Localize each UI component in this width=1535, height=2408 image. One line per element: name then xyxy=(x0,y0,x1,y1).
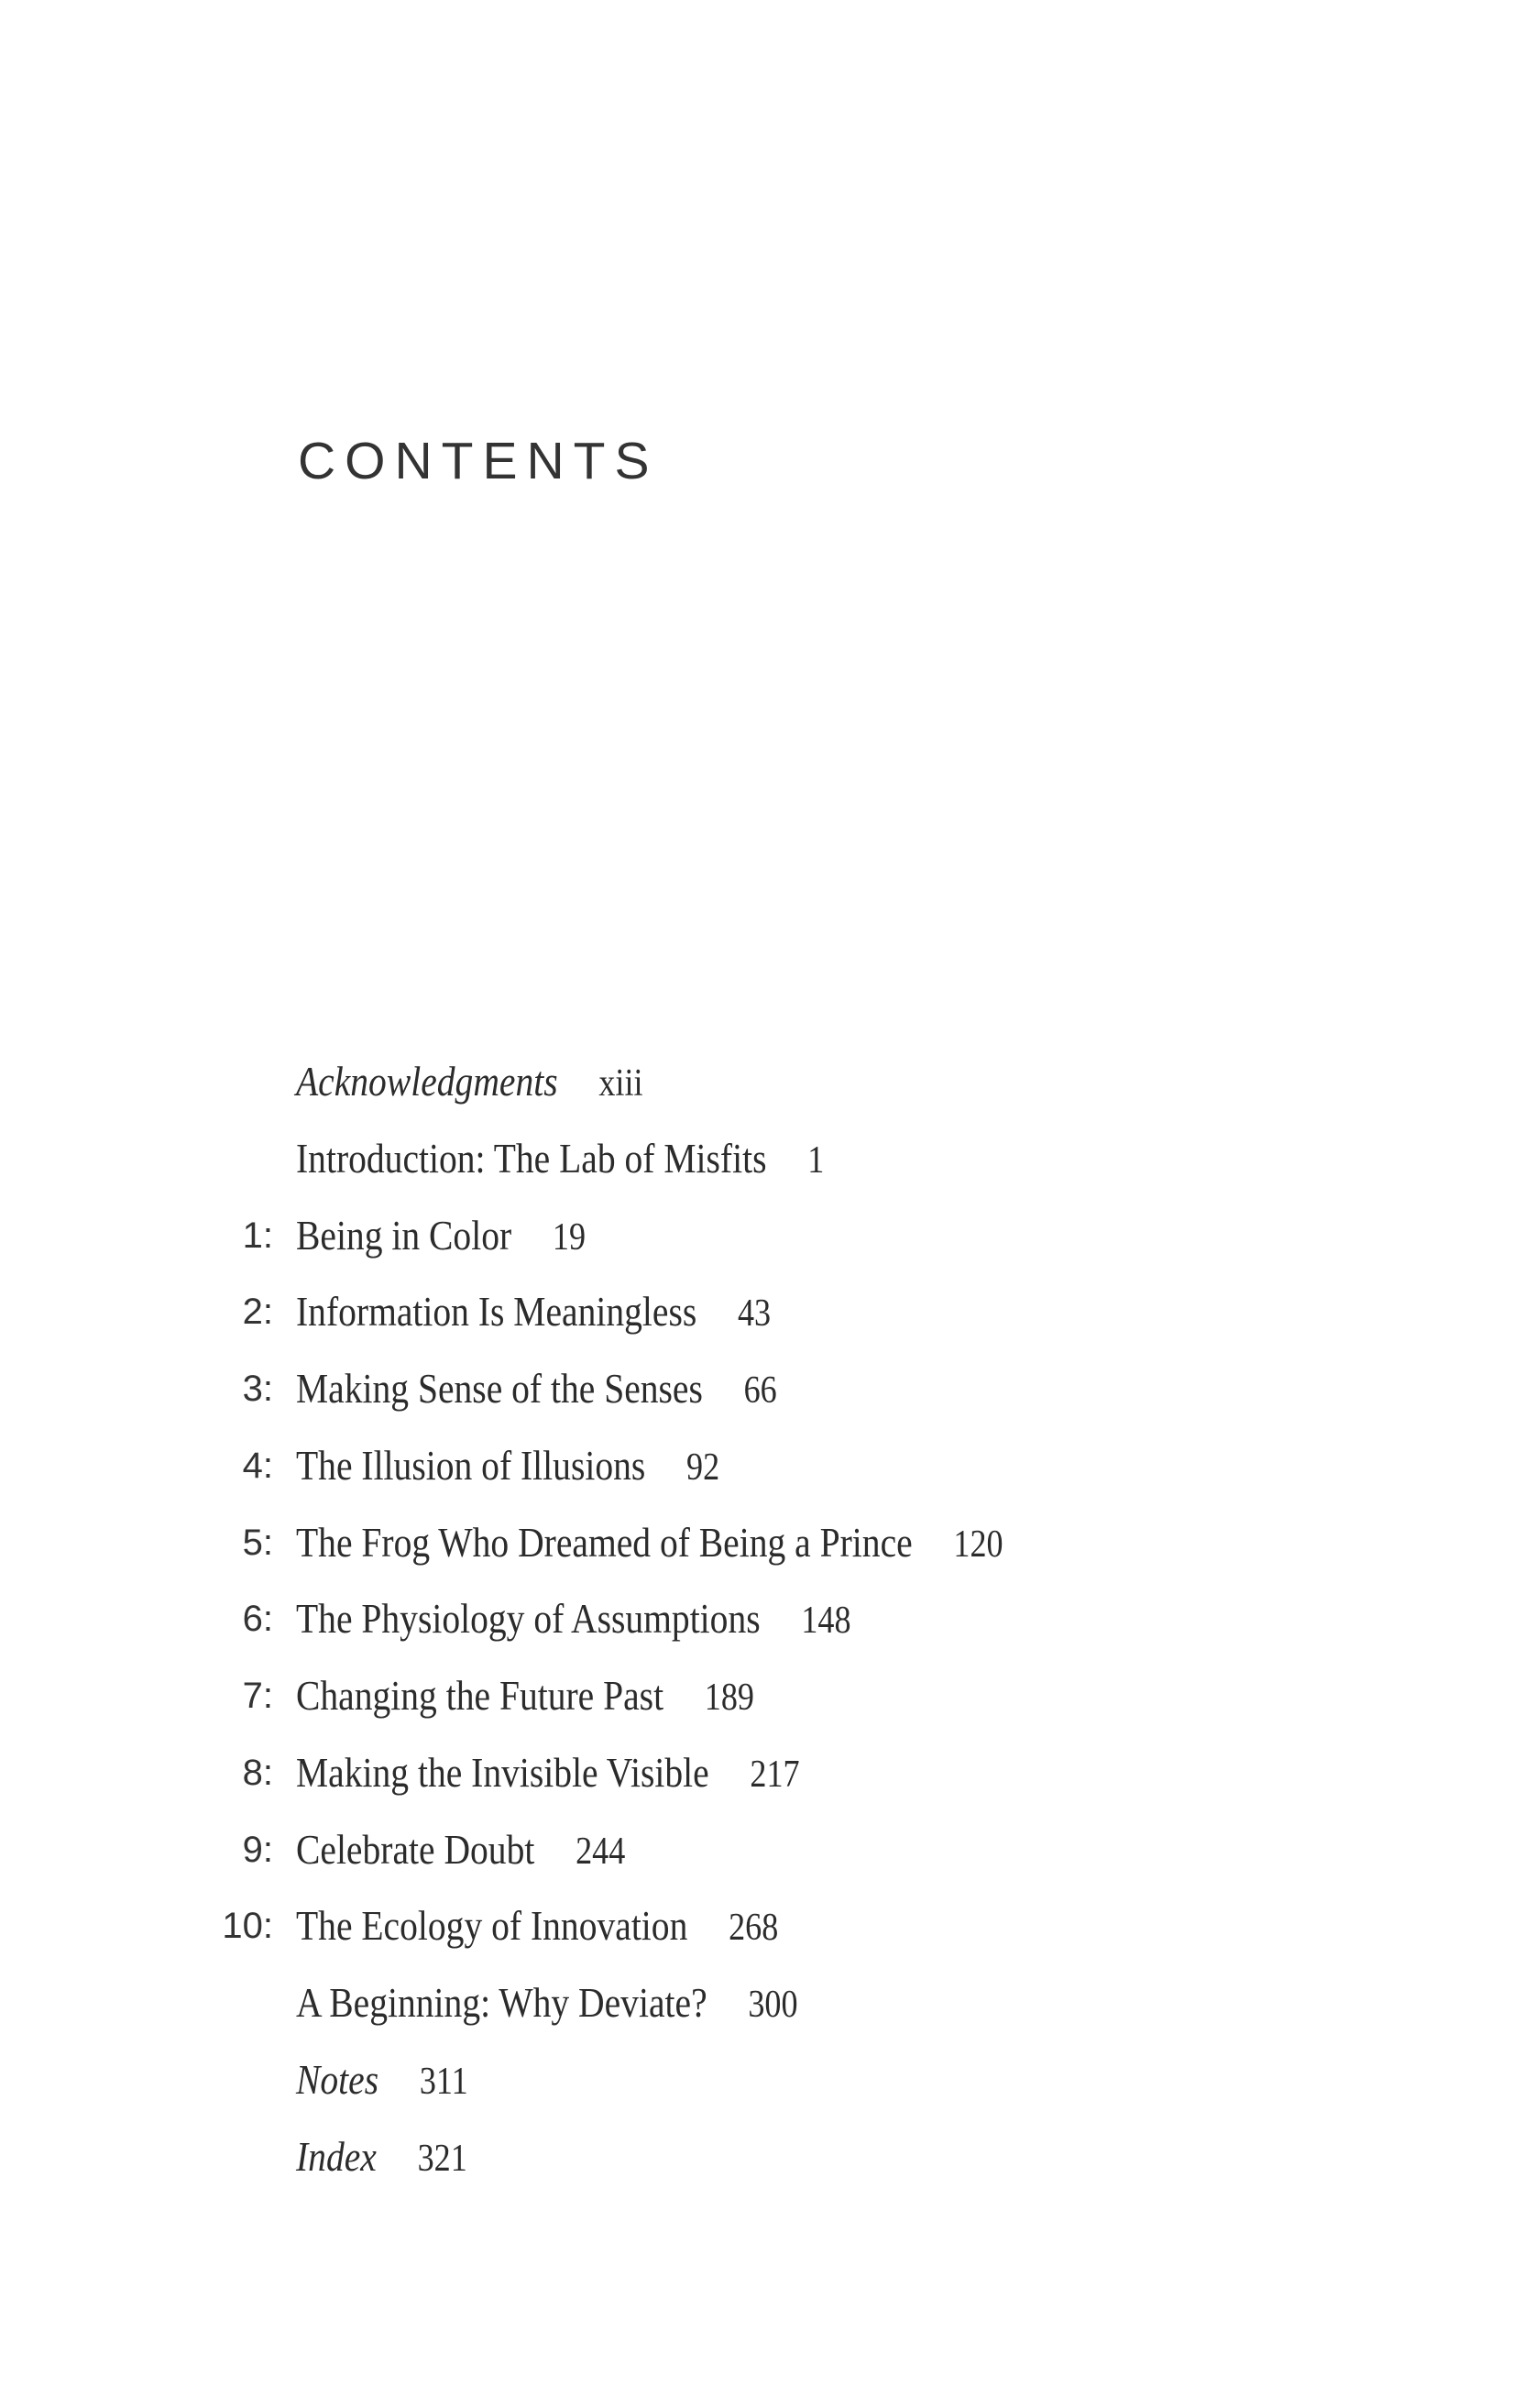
toc-entry-chapter-8[interactable] xyxy=(0,1741,1535,1818)
entry-title: The Illusion of Illusions xyxy=(296,1441,646,1489)
entry-title: The Physiology of Assumptions xyxy=(296,1595,761,1643)
entry-title: Making the Invisible Visible xyxy=(296,1748,709,1796)
page-number: 66 xyxy=(743,1369,777,1412)
chapter-number: 2: xyxy=(242,1292,273,1333)
page-number: 311 xyxy=(419,2060,468,2103)
toc-label xyxy=(296,1127,824,1193)
page-number: 244 xyxy=(576,1830,626,1873)
toc-entry-chapter-7[interactable] xyxy=(0,1664,1535,1741)
toc-entry-chapter-10[interactable] xyxy=(0,1894,1535,1971)
entry-title: The Frog Who Dreamed of Being a Prince xyxy=(296,1518,913,1566)
toc-label xyxy=(296,1280,771,1346)
toc-entry-chapter-5[interactable] xyxy=(0,1511,1535,1588)
toc-label xyxy=(296,1894,778,1960)
entry-title: Being in Color xyxy=(296,1211,512,1259)
toc-label xyxy=(296,1357,777,1423)
page-number: 1 xyxy=(807,1138,825,1182)
toc-entry-chapter-9[interactable] xyxy=(0,1818,1535,1895)
toc-label xyxy=(296,1050,643,1116)
page-number: xiii xyxy=(598,1062,643,1105)
page-number: 120 xyxy=(953,1523,1003,1566)
chapter-number: 7: xyxy=(242,1676,273,1716)
page-title: CONTENTS xyxy=(298,432,659,490)
toc-label xyxy=(296,1511,1003,1577)
toc-entry-acknowledgments[interactable] xyxy=(0,1050,1535,1127)
page-number: 92 xyxy=(686,1446,720,1489)
entry-title: Information Is Meaningless xyxy=(296,1288,697,1336)
toc-entry-chapter-1[interactable] xyxy=(0,1204,1535,1281)
toc-label xyxy=(296,1971,798,2037)
table-of-contents xyxy=(0,1050,1535,2201)
toc-entry-chapter-6[interactable] xyxy=(0,1587,1535,1664)
toc-label xyxy=(296,1204,586,1270)
page-number: 321 xyxy=(417,2137,467,2180)
entry-title: Making Sense of the Senses xyxy=(296,1365,703,1412)
toc-entry-chapter-3[interactable] xyxy=(0,1357,1535,1434)
toc-entry-index[interactable] xyxy=(0,2125,1535,2202)
entry-title: The Ecology of Innovation xyxy=(296,1902,688,1950)
entry-title: Changing the Future Past xyxy=(296,1672,664,1719)
chapter-number: 5: xyxy=(242,1522,273,1563)
entry-title: A Beginning: Why Deviate? xyxy=(296,1979,707,2026)
toc-entry-chapter-4[interactable] xyxy=(0,1434,1535,1511)
toc-label xyxy=(296,1818,625,1884)
page-number: 19 xyxy=(552,1215,587,1259)
toc-label xyxy=(296,1587,851,1653)
toc-entry-introduction[interactable] xyxy=(0,1127,1535,1204)
entry-title: Celebrate Doubt xyxy=(296,1825,535,1873)
page-number: 189 xyxy=(704,1677,754,1719)
toc-label xyxy=(296,1434,719,1500)
page-number: 148 xyxy=(801,1600,851,1643)
toc-label xyxy=(296,2125,467,2191)
chapter-number: 1: xyxy=(242,1215,273,1256)
chapter-number: 6: xyxy=(242,1599,273,1640)
page-number: 268 xyxy=(729,1907,779,1950)
entry-title: Acknowledgments xyxy=(296,1058,558,1105)
toc-label xyxy=(296,1741,800,1807)
entry-title: Introduction: The Lab of Misfits xyxy=(296,1134,767,1182)
chapter-number: 8: xyxy=(242,1752,273,1793)
page-number: 43 xyxy=(737,1292,772,1336)
toc-label xyxy=(296,1664,754,1730)
chapter-number: 9: xyxy=(242,1829,273,1870)
page-number: 300 xyxy=(748,1984,798,2026)
toc-entry-notes[interactable] xyxy=(0,2048,1535,2125)
toc-label xyxy=(296,2048,468,2114)
toc-entry-chapter-2[interactable] xyxy=(0,1280,1535,1357)
entry-title: Notes xyxy=(296,2055,379,2103)
chapter-number: 3: xyxy=(242,1369,273,1409)
page-number: 217 xyxy=(750,1753,800,1796)
chapter-number: 4: xyxy=(242,1445,273,1486)
toc-entry-a-beginning[interactable] xyxy=(0,1971,1535,2048)
chapter-number: 10: xyxy=(222,1906,273,1947)
entry-title: Index xyxy=(296,2132,377,2180)
